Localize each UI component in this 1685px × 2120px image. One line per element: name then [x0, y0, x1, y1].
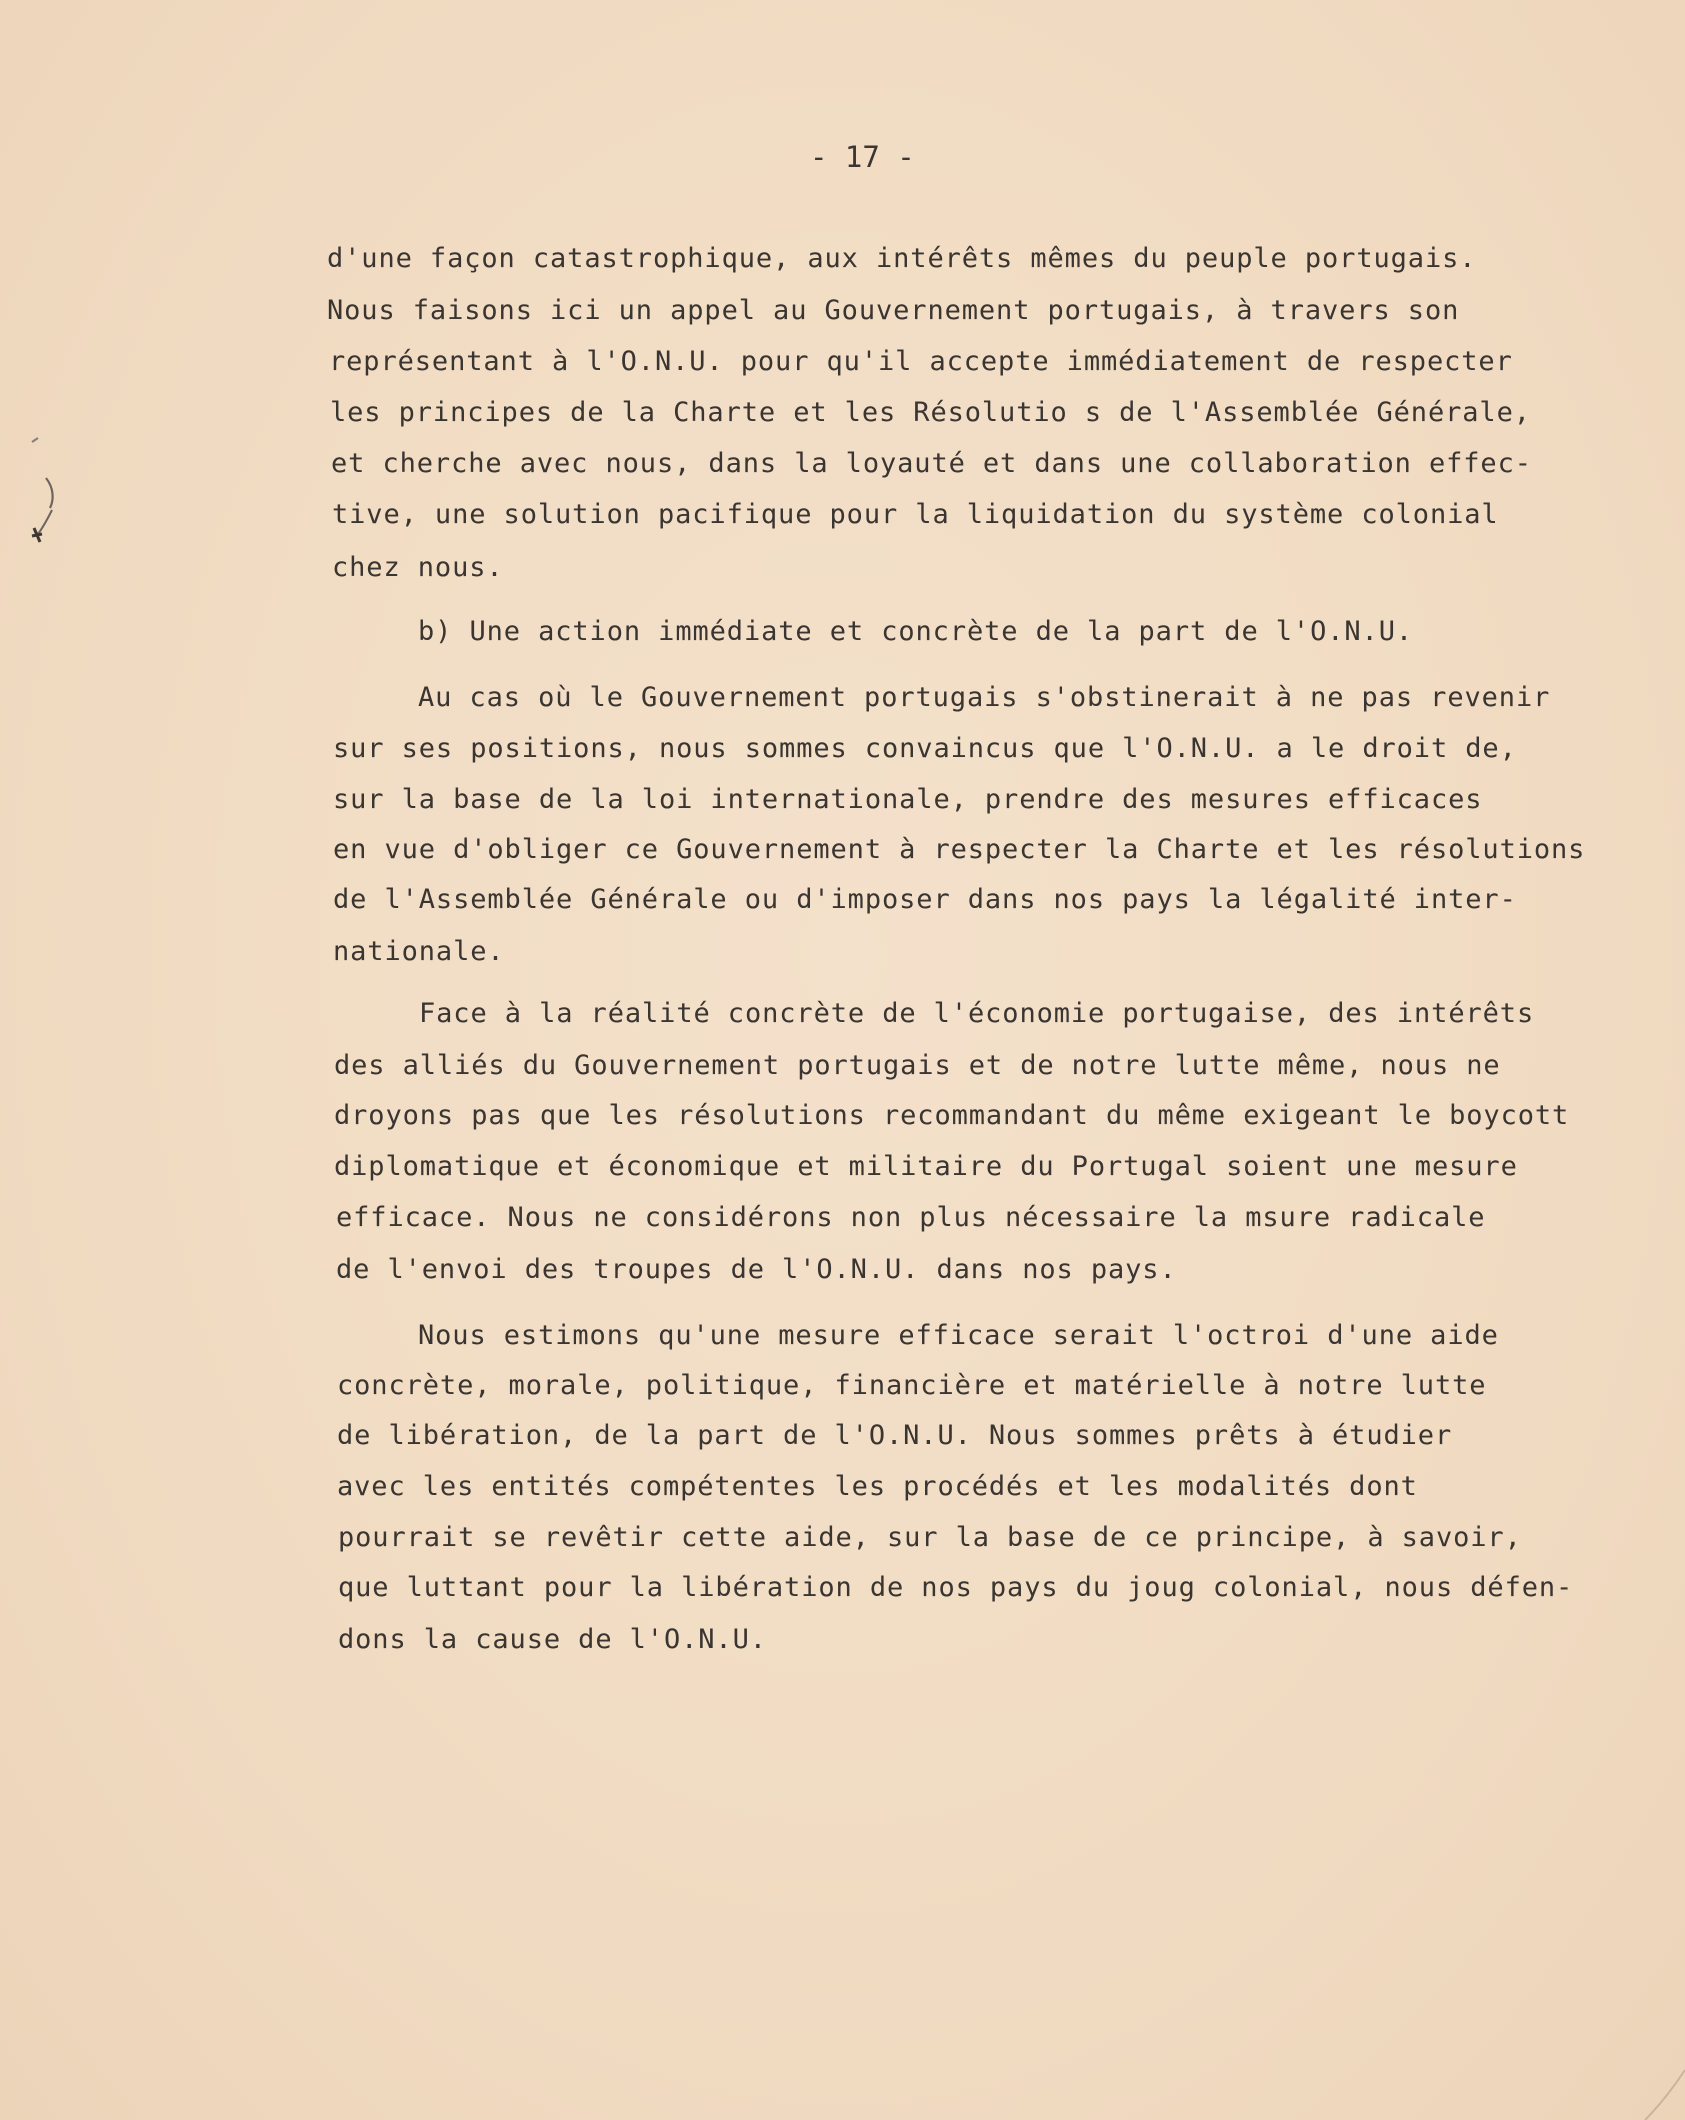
- text-line: Face à la réalité concrète de l'économie portugaise, des intérêts: [419, 998, 1535, 1029]
- page-corner-fold: [1615, 2050, 1685, 2120]
- text-line: chez nous.: [332, 552, 504, 583]
- text-line: en vue d'obliger ce Gouvernement à respecter la Charte et les résolutions: [333, 834, 1586, 865]
- text-line: Au cas où le Gouvernement portugais s'obstinerait à ne pas revenir: [418, 682, 1551, 713]
- text-line: sur la base de la loi internationale, prendre des mesures efficaces: [333, 784, 1483, 815]
- text-line: efficace. Nous ne considérons non plus nécessaire la msure radicale: [336, 1202, 1486, 1233]
- text-line: les principes de la Charte et les Résolutio s de l'Assemblée Générale,: [330, 397, 1531, 428]
- text-line: de libération, de la part de l'O.N.U. Nous sommes prêts à étudier: [337, 1420, 1453, 1451]
- text-line: d'une façon catastrophique, aux intérêts mêmes du peuple portugais.: [327, 243, 1477, 274]
- text-line: représentant à l'O.N.U. pour qu'il accepte immédiatement de respecter: [329, 346, 1513, 377]
- text-line: sur ses positions, nous sommes convaincus que l'O.N.U. a le droit de,: [333, 733, 1517, 764]
- text-line: des alliés du Gouvernement portugais et de notre lutte même, nous ne: [334, 1050, 1501, 1081]
- text-line: que luttant pour la libération de nos pays du joug colonial, nous défen-: [338, 1572, 1574, 1603]
- text-line: et cherche avec nous, dans la loyauté et dans une collaboration effec-: [331, 448, 1532, 479]
- section-heading: b) Une action immédiate et concrète de la part de l'O.N.U.: [418, 616, 1414, 647]
- text-line: de l'envoi des troupes de l'O.N.U. dans nos pays.: [336, 1254, 1177, 1285]
- text-line: avec les entités compétentes les procédés et les modalités dont: [337, 1471, 1418, 1502]
- text-line: nationale.: [333, 936, 505, 967]
- text-line: tive, une solution pacifique pour la liquidation du système colonial: [332, 499, 1499, 530]
- text-line: pourrait se revêtir cette aide, sur la base de ce principe, à savoir,: [338, 1522, 1522, 1553]
- text-line: Nous estimons qu'une mesure efficace serait l'octroi d'une aide: [418, 1320, 1499, 1351]
- text-line: Nous faisons ici un appel au Gouvernement portugais, à travers son: [327, 295, 1460, 326]
- page-number: - 17 -: [810, 140, 915, 174]
- text-line: dons la cause de l'O.N.U.: [338, 1624, 767, 1655]
- pencil-mark-icon: [26, 430, 66, 560]
- text-line: de l'Assemblée Générale ou d'imposer dans nos pays la légalité inter-: [333, 884, 1517, 915]
- text-line: droyons pas que les résolutions recommandant du même exigeant le boycott: [334, 1100, 1570, 1131]
- text-line: diplomatique et économique et militaire du Portugal soient une mesure: [334, 1151, 1518, 1182]
- text-line: concrète, morale, politique, financière et matérielle à notre lutte: [337, 1370, 1487, 1401]
